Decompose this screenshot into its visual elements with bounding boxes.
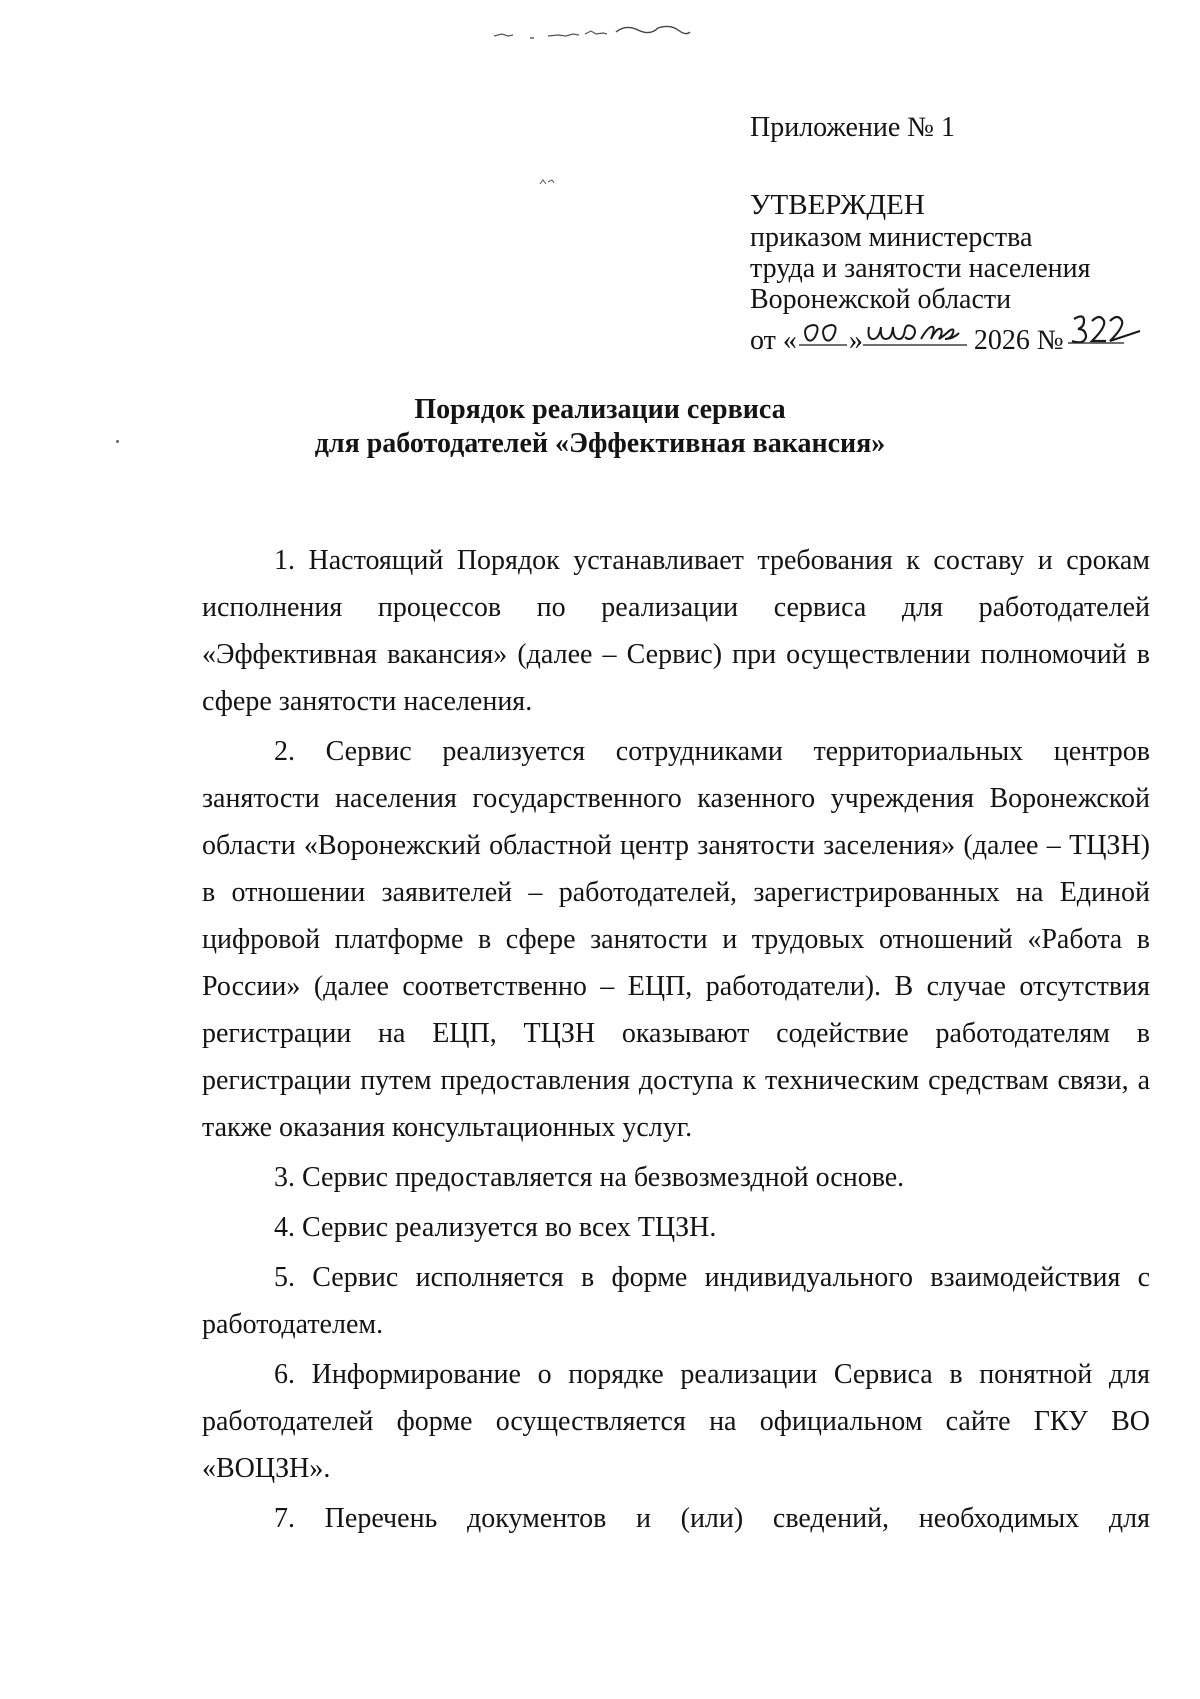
approval-line-region: Воронежской области — [750, 284, 1012, 315]
paragraph-7: 7. Перечень документов и (или) сведений, необходимых для — [274, 1503, 1150, 1534]
document-title — [0, 393, 1200, 461]
paragraph-5: 5. Сервис исполняется в форме индивидуального взаимодействия с работодателем. — [202, 1262, 1150, 1340]
date-year — [967, 325, 1037, 356]
date-mid: » — [848, 325, 863, 356]
scan-artifact-mark — [538, 176, 558, 188]
date-prefix: от « — [750, 325, 797, 356]
approval-date-line — [750, 315, 1170, 356]
paragraph-4: 4. Сервис реализуется во всех ТЦЗН. — [274, 1212, 717, 1243]
title-line-2: для работодателей «Эффективная вакансия» — [314, 428, 886, 459]
document-body — [202, 537, 1150, 1545]
handwritten-month-signature — [863, 319, 967, 349]
approval-block — [750, 112, 1170, 356]
approval-line-order: приказом министерства — [750, 222, 1033, 253]
handwritten-day-signature — [797, 319, 849, 349]
number-sign: № — [1036, 325, 1064, 356]
title-line-1: Порядок реализации сервиса — [414, 394, 786, 425]
scan-artifact — [490, 20, 740, 42]
approved-heading: УТВЕРЖДЕН — [750, 189, 925, 221]
appendix-label: Приложение № 1 — [750, 112, 955, 143]
approval-line-ministry: труда и занятости населения — [750, 253, 1091, 284]
handwritten-order-number — [1064, 315, 1146, 349]
paragraph-6: 6. Информирование о порядке реализации Сервиса в понятной для работодателей форме осуществляется на официальном сайте ГКУ ВО «ВОЦЗН». — [202, 1359, 1150, 1484]
paragraph-2: 2. Сервис реализуется сотрудниками территориальных центров занятости населения государственного казенного учреждения Воронежской области «Воронежский областной центр занятости заселения» (далее – ТЦЗН) в отношении заявителей – работодателей, зарегистрированных на Единой цифровой платформе в сфере занятости и трудовых отношений «Работа в России» (далее соответственно – ЕЦП, работодатели). В случае отсутствия регистрации на ЕЦП, ТЦЗН оказывают содействие работодателям в регистрации путем предоставления доступа к техническим средствам связи, а также оказания консультационных услуг. — [202, 736, 1150, 1143]
paragraph-1: 1. Настоящий Порядок устанавливает требования к составу и срокам исполнения процессов по реализации сервиса для работодателей «Эффективная вакансия» (далее – Сервис) при осуществлении полномочий в сфере занятости населения. — [202, 545, 1150, 717]
year-value: 2026 — [973, 325, 1030, 356]
paragraph-3: 3. Сервис предоставляется на безвозмездной основе. — [274, 1162, 905, 1193]
